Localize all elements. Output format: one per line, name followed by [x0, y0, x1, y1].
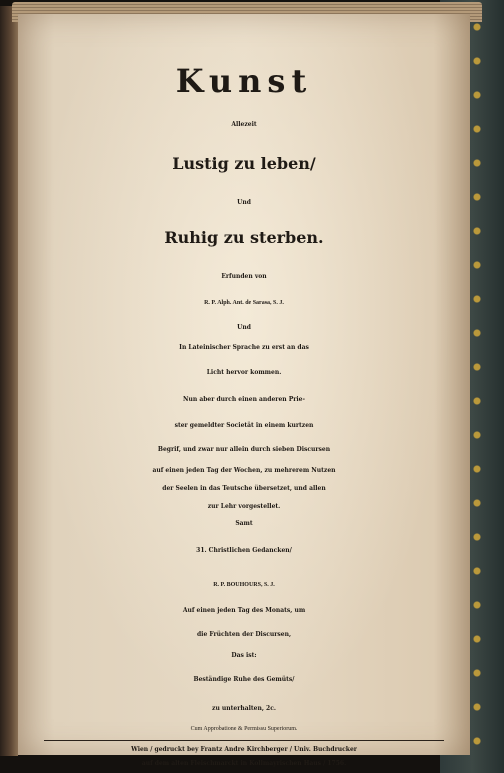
- title-allezeit: Allezeit: [231, 121, 257, 128]
- und-line: Und: [237, 324, 251, 331]
- translation-line-1: Nun aber durch einen anderen Prie-: [183, 396, 305, 403]
- title-page: [18, 14, 470, 767]
- latein-line-1: In Lateinischer Sprache zu erst an das: [179, 344, 309, 351]
- ruhe-heading: Beständige Ruhe des Gemüts/: [193, 676, 295, 683]
- book-binding-edge: [0, 6, 18, 756]
- title-line-2: Lustig zu leben/: [172, 154, 316, 173]
- title-line-3: Ruhig zu sterben.: [164, 228, 324, 247]
- translation-line-4: auf einen jeden Tag der Wochen, zu mehrerem Nutzen: [152, 467, 336, 474]
- gedancken-heading: 31. Christlichen Gedancken/: [196, 547, 292, 554]
- translation-line-6: zur Lehr vorgestellet.: [207, 503, 281, 510]
- imprint-divider: [44, 740, 444, 741]
- monats-line-1: Auf einen jeden Tag des Monats, um: [182, 607, 306, 614]
- title-und: Und: [237, 199, 251, 206]
- das-ist-line: Das ist:: [231, 652, 257, 659]
- imprint-line-2: auf dem alten Fleischmarckt in Kollmayrischen Haus / 1756.: [141, 760, 347, 767]
- author-bouhours: R. P. BOUHOURS, S. J.: [213, 582, 275, 588]
- samt-line: Samt: [235, 520, 253, 527]
- latein-line-2: Licht hervor kommen.: [206, 369, 282, 376]
- erfunden-von: Erfunden von: [221, 273, 267, 280]
- author-sarasa: R. P. Alph. Ant. de Sarasa, S. J.: [204, 300, 284, 306]
- imprint-line-1: Wien / gedruckt bey Frantz Andre Kirchberger / Univ. Buchdrucker: [131, 746, 357, 753]
- translation-line-3: Begrif, und zwar nur allein durch sieben Discursen: [157, 446, 331, 453]
- monats-line-2: die Früchten der Discursen,: [196, 631, 292, 638]
- zu-unterhalten-line: zu unterhalten, 2c.: [212, 705, 276, 712]
- translation-line-2: ster gemeldter Societät in einem kurtzen: [174, 422, 314, 429]
- translation-line-5: der Seelen in das Teutsche übersetzet, und allen: [162, 485, 326, 492]
- title-line-1: Kunst: [175, 62, 313, 100]
- approbation-line: Cum Approbatione & Permissu Superiorum.: [190, 726, 298, 732]
